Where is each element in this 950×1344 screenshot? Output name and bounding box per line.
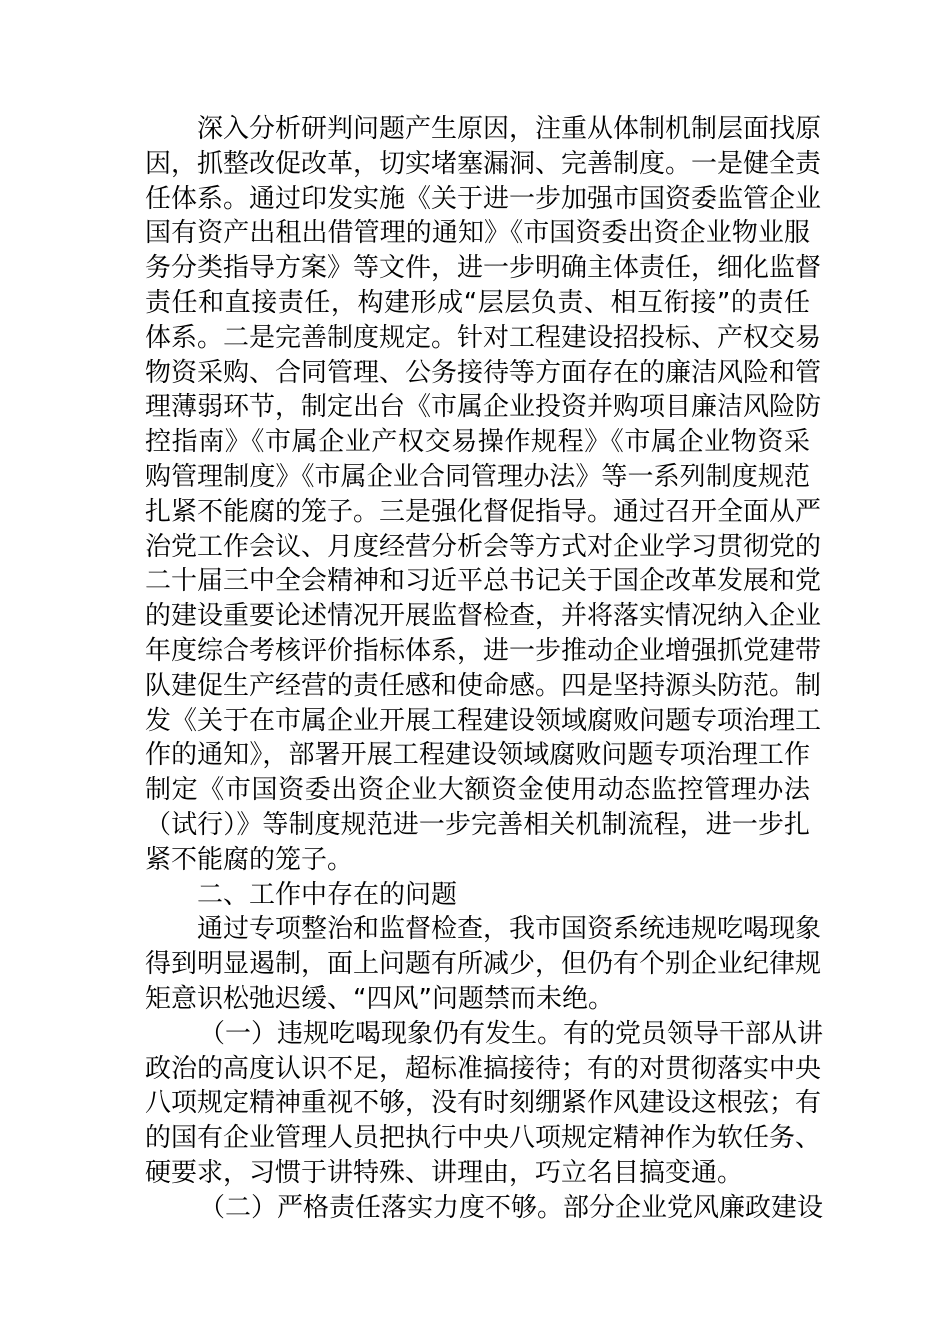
text-line: （试行）》等制度规范进一步完善相关机制流程，进一步扎 xyxy=(145,809,810,840)
text-line: 任体系。通过印发实施《关于进一步加强市国资委监管企业 xyxy=(145,183,822,214)
text-line: 深入分析研判问题产生原因，注重从体制机制层面找原 xyxy=(197,114,822,144)
text-line: 控指南》《市属企业产权交易操作规程》《市属企业物资采 xyxy=(145,427,810,458)
text-line: （二）严格责任落实力度不够。部分企业党风廉政建设 xyxy=(199,1192,824,1223)
section-heading: 二、工作中存在的问题 xyxy=(197,879,458,910)
text-line: 因，抓整改促改革，切实堵塞漏洞、完善制度。一是健全责 xyxy=(145,148,822,179)
text-line: 扎紧不能腐的笼子。三是强化督促指导。通过召开全面从严 xyxy=(145,496,822,527)
text-line: 硬要求，习惯于讲特殊、讲理由，巧立名目搞变通。 xyxy=(145,1157,744,1188)
text-line: 八项规定精神重视不够，没有时刻绷紧作风建设这根弦；有 xyxy=(145,1088,822,1119)
document-body xyxy=(145,112,824,1226)
text-line: 理薄弱环节，制定出台《市属企业投资并购项目廉洁风险防 xyxy=(145,392,822,423)
text-line: 紧不能腐的笼子。 xyxy=(145,844,354,875)
text-line: 队建促生产经营的责任感和使命感。四是坚持源头防范。制 xyxy=(145,670,822,701)
text-line: 制定《市国资委出资企业大额资金使用动态监控管理办法 xyxy=(145,775,810,806)
text-line: 责任和直接责任，构建形成“层层负责、相互衔接”的责任 xyxy=(145,287,810,318)
text-line: 发《关于在市属企业开展工程建设领域腐败问题专项治理工 xyxy=(145,705,822,736)
text-line: 通过专项整治和监督检查，我市国资系统违规吃喝现象 xyxy=(197,914,822,945)
text-line: 物资采购、合同管理、公务接待等方面存在的廉洁风险和管 xyxy=(145,357,822,388)
text-line: 政治的高度认识不足，超标准搞接待；有的对贯彻落实中央 xyxy=(145,1053,822,1084)
text-line: （一）违规吃喝现象仍有发生。有的党员领导干部从讲 xyxy=(199,1018,824,1049)
text-line: 得到明显遏制，面上问题有所减少，但仍有个别企业纪律规 xyxy=(145,949,822,980)
text-line: 治党工作会议、月度经营分析会等方式对企业学习贯彻党的 xyxy=(145,531,822,562)
text-line: 二十届三中全会精神和习近平总书记关于国企改革发展和党 xyxy=(145,566,822,597)
text-line: 的国有企业管理人员把执行中央八项规定精神作为软任务、 xyxy=(145,1123,822,1154)
text-line: 矩意识松弛迟缓、“四风”问题禁而未绝。 xyxy=(145,983,614,1014)
text-line: 的建设重要论述情况开展监督检查，并将落实情况纳入企业 xyxy=(145,601,822,632)
text-line: 务分类指导方案》等文件，进一步明确主体责任，细化监督 xyxy=(145,253,822,284)
text-line: 体系。二是完善制度规定。针对工程建设招投标、产权交易 xyxy=(145,322,822,353)
text-line: 作的通知》，部署开展工程建设领域腐败问题专项治理工作 xyxy=(145,740,810,771)
text-line: 购管理制度》《市属企业合同管理办法》等一系列制度规范 xyxy=(145,461,810,492)
text-line: 年度综合考核评价指标体系，进一步推动企业增强抓党建带 xyxy=(145,635,822,666)
text-line: 国有资产出租出借管理的通知》《市国资委出资企业物业服 xyxy=(145,218,810,249)
